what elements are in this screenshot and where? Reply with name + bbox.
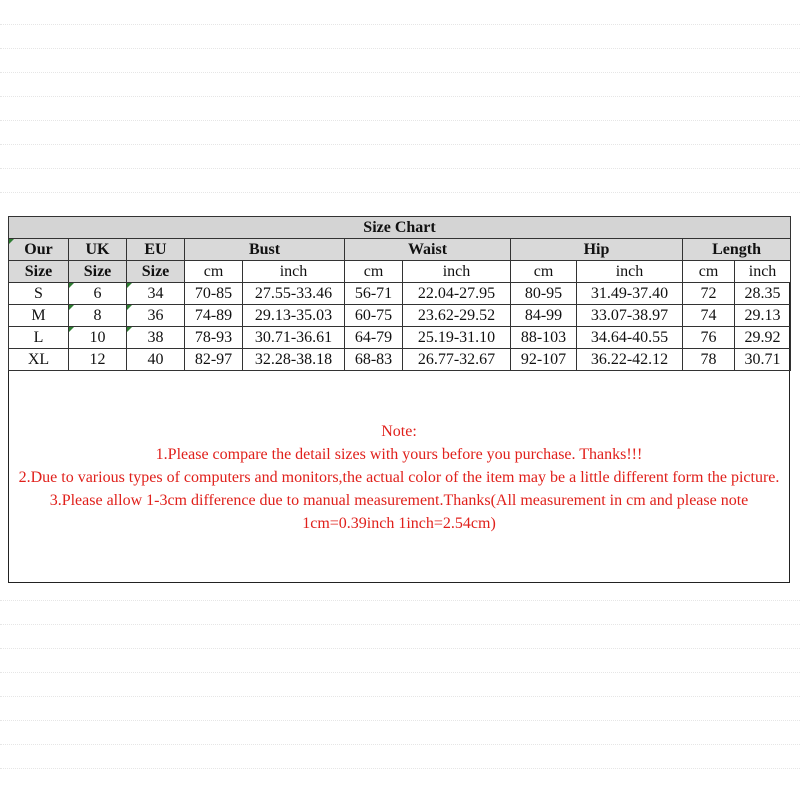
cell-hip-cm: 84-99: [511, 305, 577, 327]
cell-length-inch: 30.71: [735, 349, 791, 371]
cell-hip-inch: 31.49-37.40: [577, 283, 683, 305]
chart-title: Size Chart: [9, 217, 791, 239]
cell-length-cm: 72: [683, 283, 735, 305]
size-chart-sheet: [8, 216, 790, 583]
cell-waist-inch: 26.77-32.67: [403, 349, 511, 371]
cell-hip-inch: 34.64-40.55: [577, 327, 683, 349]
cell-hip-cm: 88-103: [511, 327, 577, 349]
unit-waist-inch: inch: [403, 261, 511, 283]
header-length: Length: [683, 239, 791, 261]
table-row: [9, 305, 791, 327]
table-row: [9, 349, 791, 371]
cell-uk-size: 12: [69, 349, 127, 371]
cell-bust-inch: 32.28-38.18: [243, 349, 345, 371]
cell-hip-inch: 33.07-38.97: [577, 305, 683, 327]
note-line-1: 1.Please compare the detail sizes with yours before you purchase. Thanks!!!: [155, 446, 643, 463]
cell-eu-size: 36: [127, 305, 185, 327]
unit-hip-cm: cm: [511, 261, 577, 283]
table-row: [9, 327, 791, 349]
cell-uk-size: 10: [69, 327, 127, 349]
unit-bust-inch: inch: [243, 261, 345, 283]
size-chart-table: [8, 216, 791, 371]
cell-waist-cm: 60-75: [345, 305, 403, 327]
header-bust: Bust: [185, 239, 345, 261]
header-uk-1: UK: [69, 239, 127, 261]
header-hip: Hip: [511, 239, 683, 261]
cell-length-inch: 29.92: [735, 327, 791, 349]
cell-our-size: M: [9, 305, 69, 327]
header-our-size-1: Our: [9, 239, 69, 261]
header-eu-2: Size: [127, 261, 185, 283]
cell-eu-size: 34: [127, 283, 185, 305]
cell-our-size: XL: [9, 349, 69, 371]
cell-bust-cm: 74-89: [185, 305, 243, 327]
cell-eu-size: 40: [127, 349, 185, 371]
header-uk-2: Size: [69, 261, 127, 283]
cell-waist-cm: 56-71: [345, 283, 403, 305]
cell-waist-cm: 68-83: [345, 349, 403, 371]
note-line-2: 2.Due to various types of computers and monitors,the actual color of the item may be a little different form the picture.: [18, 469, 780, 486]
cell-length-cm: 76: [683, 327, 735, 349]
cell-waist-inch: 22.04-27.95: [403, 283, 511, 305]
cell-bust-cm: 82-97: [185, 349, 243, 371]
cell-length-cm: 74: [683, 305, 735, 327]
unit-bust-cm: cm: [185, 261, 243, 283]
note-heading: Note:: [381, 423, 417, 440]
note-line-3: 3.Please allow 1-3cm difference due to manual measurement.Thanks(All measurement in cm and please note 1cm=0.39inch 1inch=2.54cm): [49, 492, 749, 532]
cell-our-size: S: [9, 283, 69, 305]
unit-length-cm: cm: [683, 261, 735, 283]
cell-hip-inch: 36.22-42.12: [577, 349, 683, 371]
cell-bust-cm: 78-93: [185, 327, 243, 349]
size-note: [9, 420, 789, 535]
cell-hip-cm: 92-107: [511, 349, 577, 371]
cell-bust-cm: 70-85: [185, 283, 243, 305]
table-row: [9, 283, 791, 305]
cell-waist-inch: 25.19-31.10: [403, 327, 511, 349]
cell-uk-size: 8: [69, 305, 127, 327]
unit-waist-cm: cm: [345, 261, 403, 283]
header-our-size-2: Size: [9, 261, 69, 283]
cell-length-inch: 28.35: [735, 283, 791, 305]
cell-length-inch: 29.13: [735, 305, 791, 327]
cell-our-size: L: [9, 327, 69, 349]
header-waist: Waist: [345, 239, 511, 261]
header-eu-1: EU: [127, 239, 185, 261]
cell-waist-cm: 64-79: [345, 327, 403, 349]
cell-bust-inch: 30.71-36.61: [243, 327, 345, 349]
unit-length-inch: inch: [735, 261, 791, 283]
cell-hip-cm: 80-95: [511, 283, 577, 305]
cell-length-cm: 78: [683, 349, 735, 371]
unit-hip-inch: inch: [577, 261, 683, 283]
cell-eu-size: 38: [127, 327, 185, 349]
cell-bust-inch: 29.13-35.03: [243, 305, 345, 327]
cell-waist-inch: 23.62-29.52: [403, 305, 511, 327]
cell-uk-size: 6: [69, 283, 127, 305]
cell-bust-inch: 27.55-33.46: [243, 283, 345, 305]
